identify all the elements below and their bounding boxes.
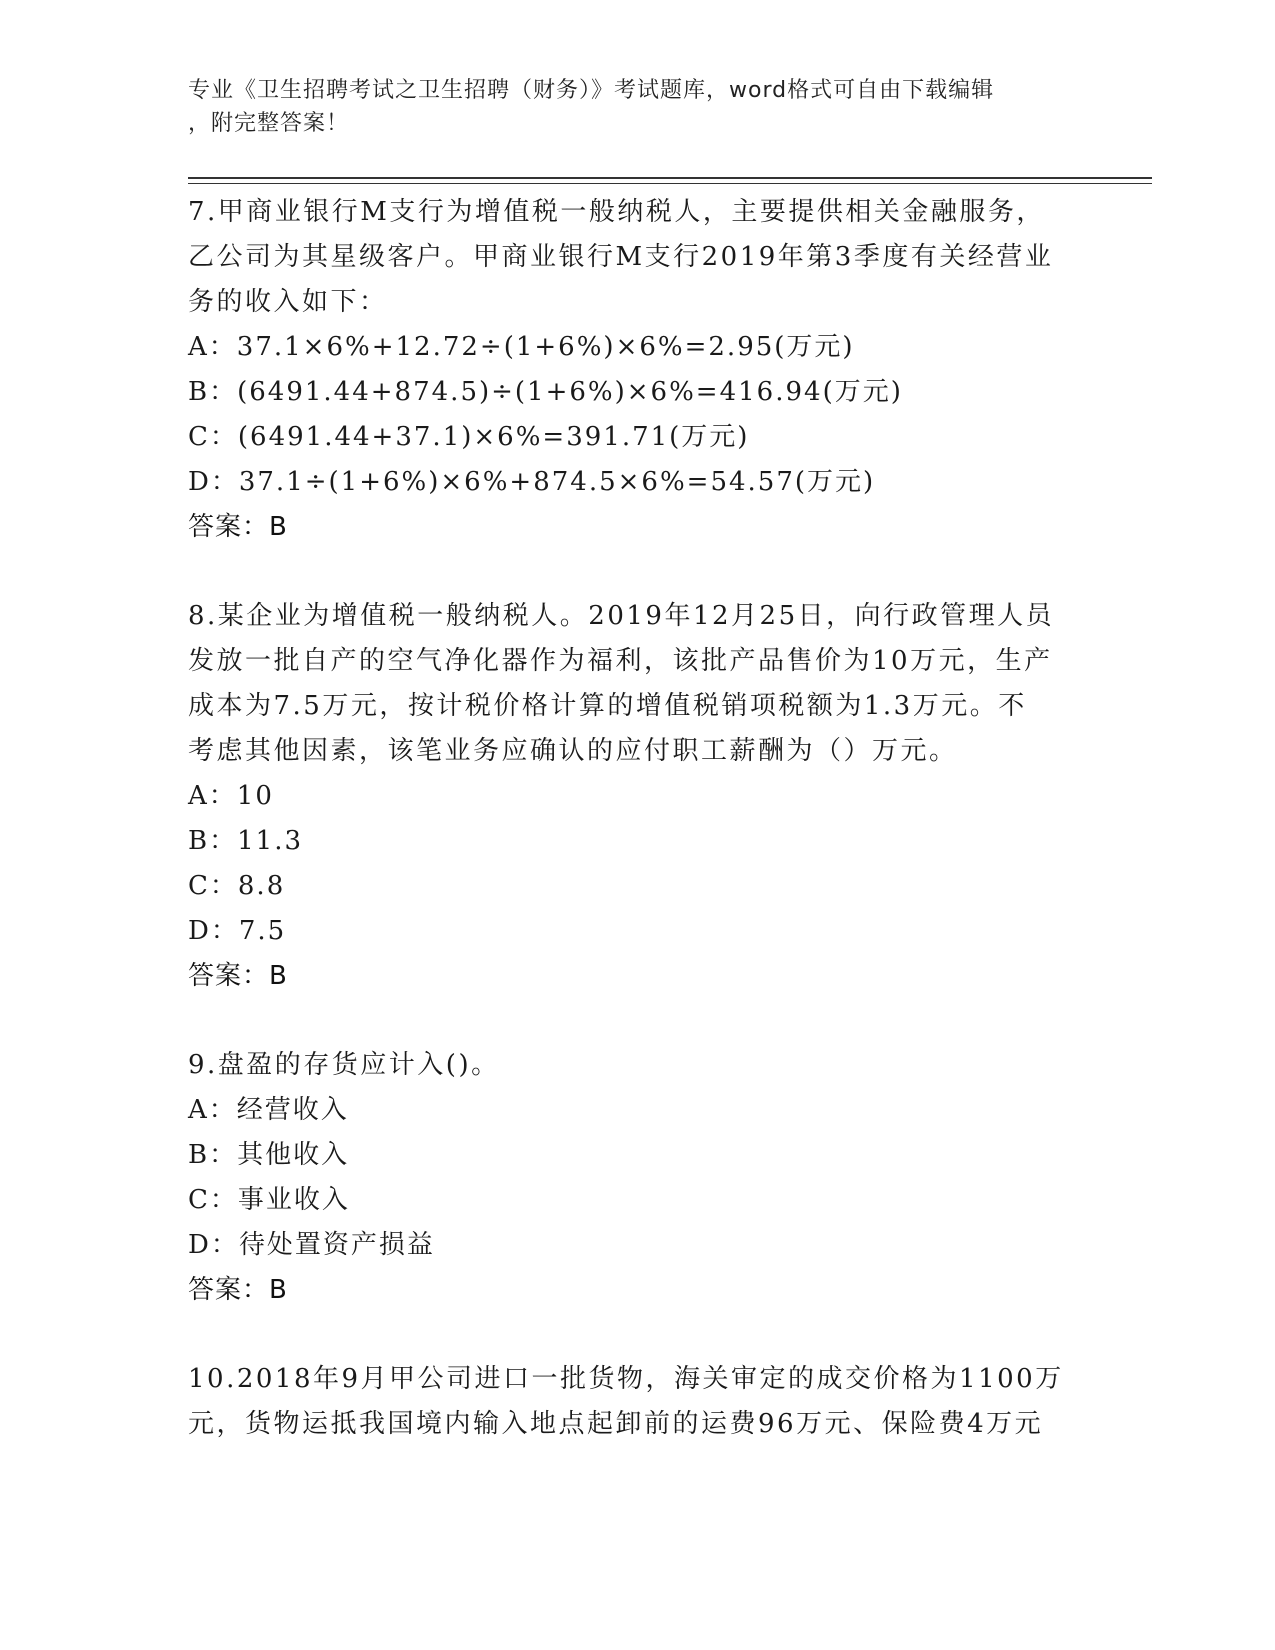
header-divider-thick <box>188 177 1152 179</box>
question-stem-line: 考虑其他因素，该笔业务应确认的应付职工薪酬为（）万元。 <box>188 736 958 766</box>
question-7 <box>188 190 1088 550</box>
question-stem-line: 成本为7.5万元，按计税价格计算的增值税销项税额为1.3万元。不 <box>188 691 1027 721</box>
question-10 <box>188 1357 1088 1447</box>
option-c: C：(6491.44+37.1)×6%=391.71(万元) <box>188 422 750 452</box>
answer-line: 答案：B <box>188 512 288 542</box>
option-d: D：37.1÷(1+6%)×6%+874.5×6%=54.57(万元) <box>188 467 876 497</box>
question-stem-line: 乙公司为其星级客户。甲商业银行M支行2019年第3季度有关经营业 <box>188 242 1054 272</box>
question-list <box>188 190 1088 1491</box>
question-stem-line: 发放一批自产的空气净化器作为福利，该批产品售价为10万元，生产 <box>188 646 1053 676</box>
question-9 <box>188 1043 1088 1313</box>
answer-line: 答案：B <box>188 961 288 991</box>
question-stem-line: 9.盘盈的存货应计入()。 <box>188 1050 500 1080</box>
question-stem-line: 务的收入如下： <box>188 287 388 317</box>
option-b: B：(6491.44+874.5)÷(1+6%)×6%=416.94(万元) <box>188 377 903 407</box>
option-a: A：经营收入 <box>188 1095 349 1125</box>
option-d: D：待处置资产损益 <box>188 1230 435 1260</box>
option-b: B：其他收入 <box>188 1140 350 1170</box>
header-line-1: 专业《卫生招聘考试之卫生招聘（财务）》考试题库，word格式可自由下载编辑 <box>188 78 995 103</box>
answer-line: 答案：B <box>188 1275 288 1305</box>
option-c: C：8.8 <box>188 871 286 901</box>
question-8 <box>188 594 1088 999</box>
option-c: C：事业收入 <box>188 1185 350 1215</box>
question-stem-line: 7.甲商业银行M支行为增值税一般纳税人，主要提供相关金融服务， <box>188 197 1045 227</box>
question-stem-line: 元，货物运抵我国境内输入地点起卸前的运费96万元、保险费4万元 <box>188 1409 1044 1439</box>
option-a: A：10 <box>188 781 274 811</box>
option-a: A：37.1×6%+12.72÷(1+6%)×6%=2.95(万元) <box>188 332 855 362</box>
document-header <box>188 74 1088 140</box>
header-line-2: ，附完整答案！ <box>188 111 350 136</box>
option-b: B：11.3 <box>188 826 303 856</box>
option-d: D：7.5 <box>188 916 287 946</box>
question-stem-line: 10.2018年9月甲公司进口一批货物，海关审定的成交价格为1100万 <box>188 1364 1064 1394</box>
question-stem-line: 8.某企业为增值税一般纳税人。2019年12月25日，向行政管理人员 <box>188 601 1055 631</box>
header-divider-thin <box>188 183 1152 184</box>
